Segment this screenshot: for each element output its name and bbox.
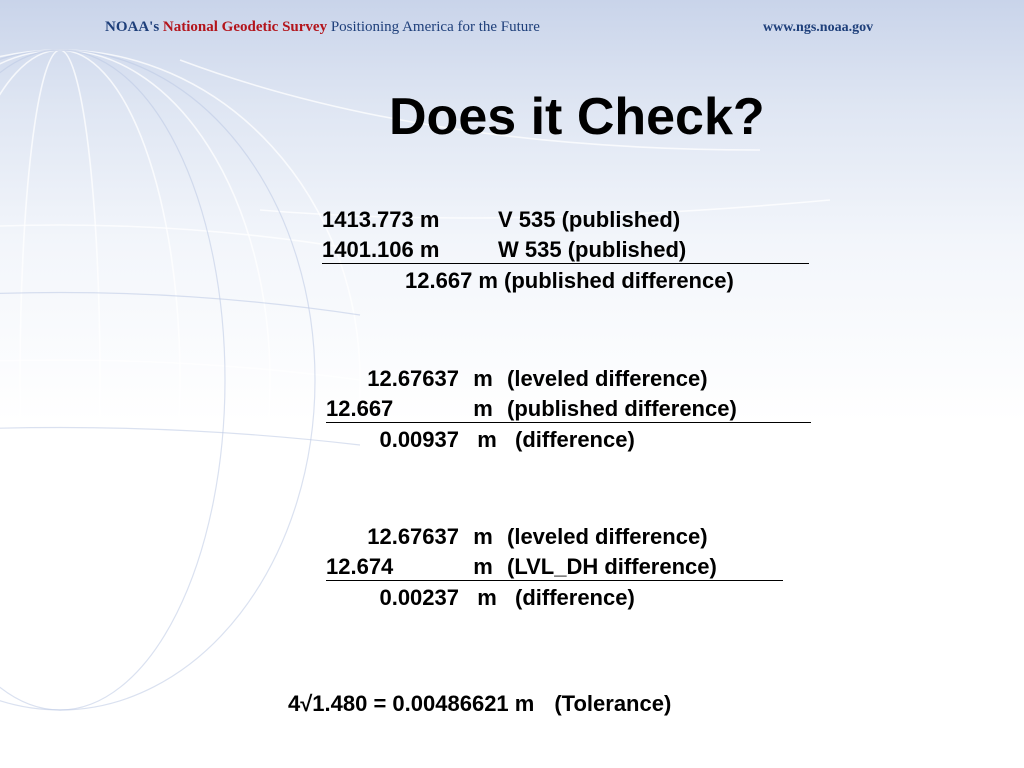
block1-row2-label: W 535 (published) xyxy=(498,237,687,262)
block3-row1-unit: m xyxy=(473,524,493,549)
block2-row1 xyxy=(326,366,708,392)
tolerance-formula: 4√1.480 = 0.00486621 m xyxy=(288,691,535,716)
block2-row1-value: 12.67637 xyxy=(367,366,459,391)
block1-row2 xyxy=(322,237,809,264)
block1-row1 xyxy=(322,207,680,233)
website-url: www.ngs.noaa.gov xyxy=(763,20,874,35)
block3-row1 xyxy=(326,524,708,550)
block2-row2-value: 12.667 xyxy=(326,396,394,421)
block2-row2-label: (published difference) xyxy=(507,396,737,421)
block3-row1-label: (leveled difference) xyxy=(507,524,708,549)
block3-row2 xyxy=(326,554,783,581)
block3-row3-unit: m xyxy=(477,585,497,610)
block3-row3-value: 0.00237 xyxy=(379,585,459,610)
block3-row2-value: 12.674 xyxy=(326,554,394,579)
block3-row3 xyxy=(326,585,635,611)
block2-row3-label: (difference) xyxy=(515,427,635,452)
block1-row1-value: 1413.773 m xyxy=(322,207,440,232)
header-organization xyxy=(105,19,540,36)
block1-row3 xyxy=(322,268,734,294)
tagline: Positioning America for the Future xyxy=(330,19,540,35)
agency-name: NOAA's xyxy=(105,19,160,35)
block3-row2-unit: m xyxy=(473,554,493,579)
tolerance-label: (Tolerance) xyxy=(554,691,672,716)
block2-row3 xyxy=(326,427,635,453)
slide-title: Does it Check? xyxy=(389,88,765,146)
block1-row1-label: V 535 (published) xyxy=(498,207,681,232)
block1-row3-label: (published difference) xyxy=(504,268,734,293)
block2-row2-unit: m xyxy=(473,396,493,421)
block3-row2-label: (LVL_DH difference) xyxy=(507,554,717,579)
block3-row1-value: 12.67637 xyxy=(367,524,459,549)
survey-name: National Geodetic Survey xyxy=(162,19,328,35)
block2-row2 xyxy=(326,396,811,423)
block3-row3-label: (difference) xyxy=(515,585,635,610)
block2-row1-unit: m xyxy=(473,366,493,391)
block1-row3-value: 12.667 m xyxy=(405,268,498,293)
tolerance-line xyxy=(288,691,671,717)
block2-row3-unit: m xyxy=(477,427,497,452)
block2-row1-label: (leveled difference) xyxy=(507,366,708,391)
block2-row3-value: 0.00937 xyxy=(379,427,459,452)
block1-row2-value: 1401.106 m xyxy=(322,237,440,262)
